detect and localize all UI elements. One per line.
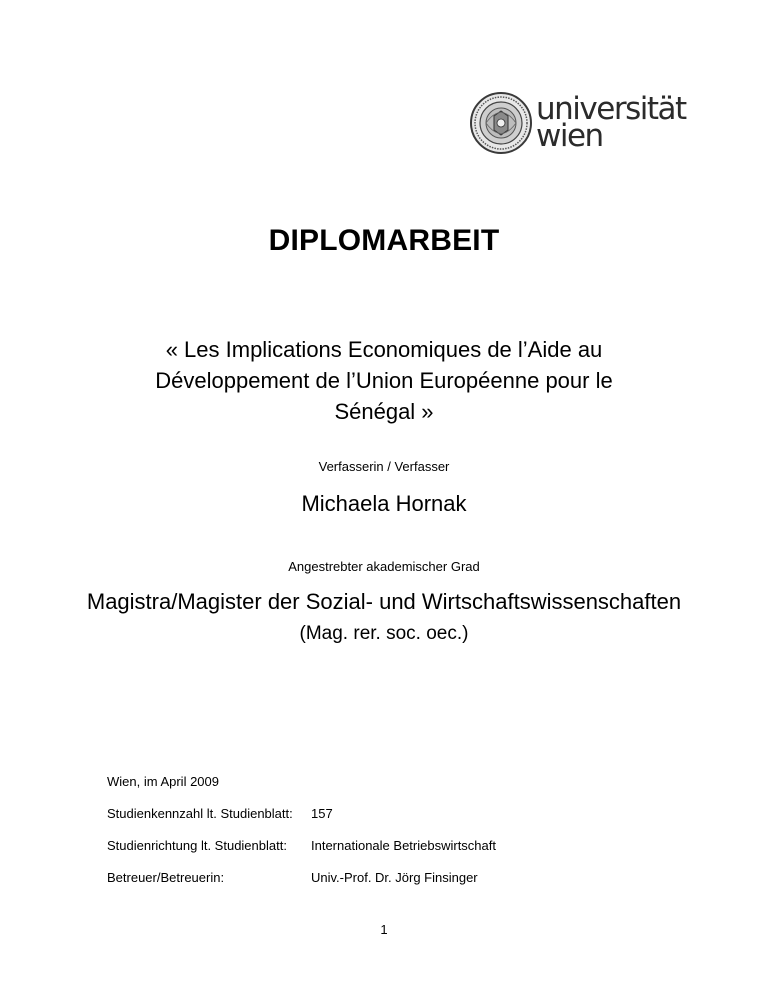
wordmark-line-2: wien xyxy=(536,118,603,154)
degree-abbreviation: (Mag. rer. soc. oec.) xyxy=(299,623,469,644)
thesis-title-line-3: Sénégal » xyxy=(334,399,434,424)
info-label: Betreuer/Betreuerin: xyxy=(107,870,225,885)
thesis-title xyxy=(110,334,658,427)
info-value: Internationale Betriebswirtschaft xyxy=(311,838,496,853)
degree-label: Angestrebter akademischer Grad xyxy=(288,559,480,574)
author-label: Verfasserin / Verfasser xyxy=(318,459,450,474)
info-value: Univ.-Prof. Dr. Jörg Finsinger xyxy=(311,870,478,885)
page-number: 1 xyxy=(380,922,388,937)
thesis-title-line-1: « Les Implications Economiques de l’Aide au xyxy=(165,337,603,362)
university-seal-icon xyxy=(470,92,532,154)
university-wordmark xyxy=(536,91,686,154)
place-date: Wien, im April 2009 xyxy=(107,774,219,789)
author-name: Michaela Hornak xyxy=(301,491,467,516)
info-label: Studienkennzahl lt. Studienblatt: xyxy=(107,806,293,821)
university-logo xyxy=(470,92,686,154)
degree-name: Magistra/Magister der Sozial- und Wirtschaftswissenschaften xyxy=(86,589,682,614)
thesis-title-line-2: Développement de l’Union Européenne pour le xyxy=(155,368,613,393)
wordmark-line-1: universität xyxy=(536,91,686,128)
document-type-heading: DIPLOMARBEIT xyxy=(268,224,500,257)
info-value: 157 xyxy=(311,806,333,821)
info-label: Studienrichtung lt. Studienblatt: xyxy=(107,838,287,853)
